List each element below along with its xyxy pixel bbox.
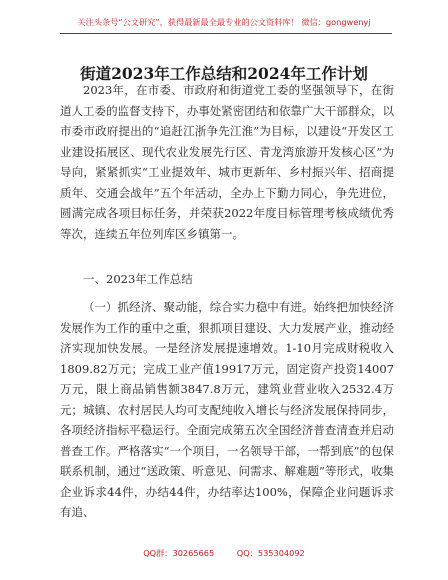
section-paragraph-block [60, 297, 394, 523]
footer-qq-group: QQ群：30265665 [143, 548, 215, 558]
header-divider [60, 33, 392, 34]
header-promo-note: 关注头条号“公文研究”，获得最新最全最专业的公文资料库！ 微信：gongwenyj [77, 17, 371, 27]
document-title: 街道2023年工作总结和2024年工作计划 [80, 64, 368, 83]
intro-paragraph-block [60, 80, 394, 244]
section-paragraph: （一）抓经济、聚动能，综合实力稳中有进。始终把加快经济发展作为工作的重中之重，狠抓项目建设、大力发展产业，推动经济实现加快发展。一是经济发展提速增效。1-10月完成财税收入1809.82万元；完成工业产值19917万元，固定资产投资14007万元，限上商品销售额3847.8万元，建筑业营业收入2532.4万元；城镇、农村居民人均可支配纯收入增长与经济发展保持同步，各项经济指标平稳运行。全面完成第五次全国经济普查清查并启动普查工作。严格落实“一个项目，一名领导干部，一帮到底”的包保联系机制，通过“送政策、听意见、问需求、解难题”等形式，收集企业诉求44件，办结44件，办结率达100%，保障企业问题诉求有追、 [60, 300, 394, 519]
footer-contact [0, 548, 448, 558]
section-heading-block [60, 269, 394, 290]
intro-paragraph: 2023年，在市委、市政府和街道党工委的坚强领导下，在街道人工委的监督支持下，办事处紧密团结和依靠广大干部群众，以市委市政府提出的“追赶江浙争先江淮”为目标，以建设“开发区工业建设拓展区、现代农业发展先行区、青龙湾旅游开发核心区”为导向，紧紧抓实“工业提效年、城市更新年、乡村振兴年、招商提质年、交通会战年”五个年活动，全办上下勤力同心，争先进位，圆满完成各项目标任务，并荣获2022年度目标管理考核成绩优秀等次，连续五年位列库区乡镇第一。 [60, 83, 394, 241]
section-heading: 一、2023年工作总结 [83, 272, 193, 286]
footer-qq: QQ：535304092 [236, 548, 305, 558]
